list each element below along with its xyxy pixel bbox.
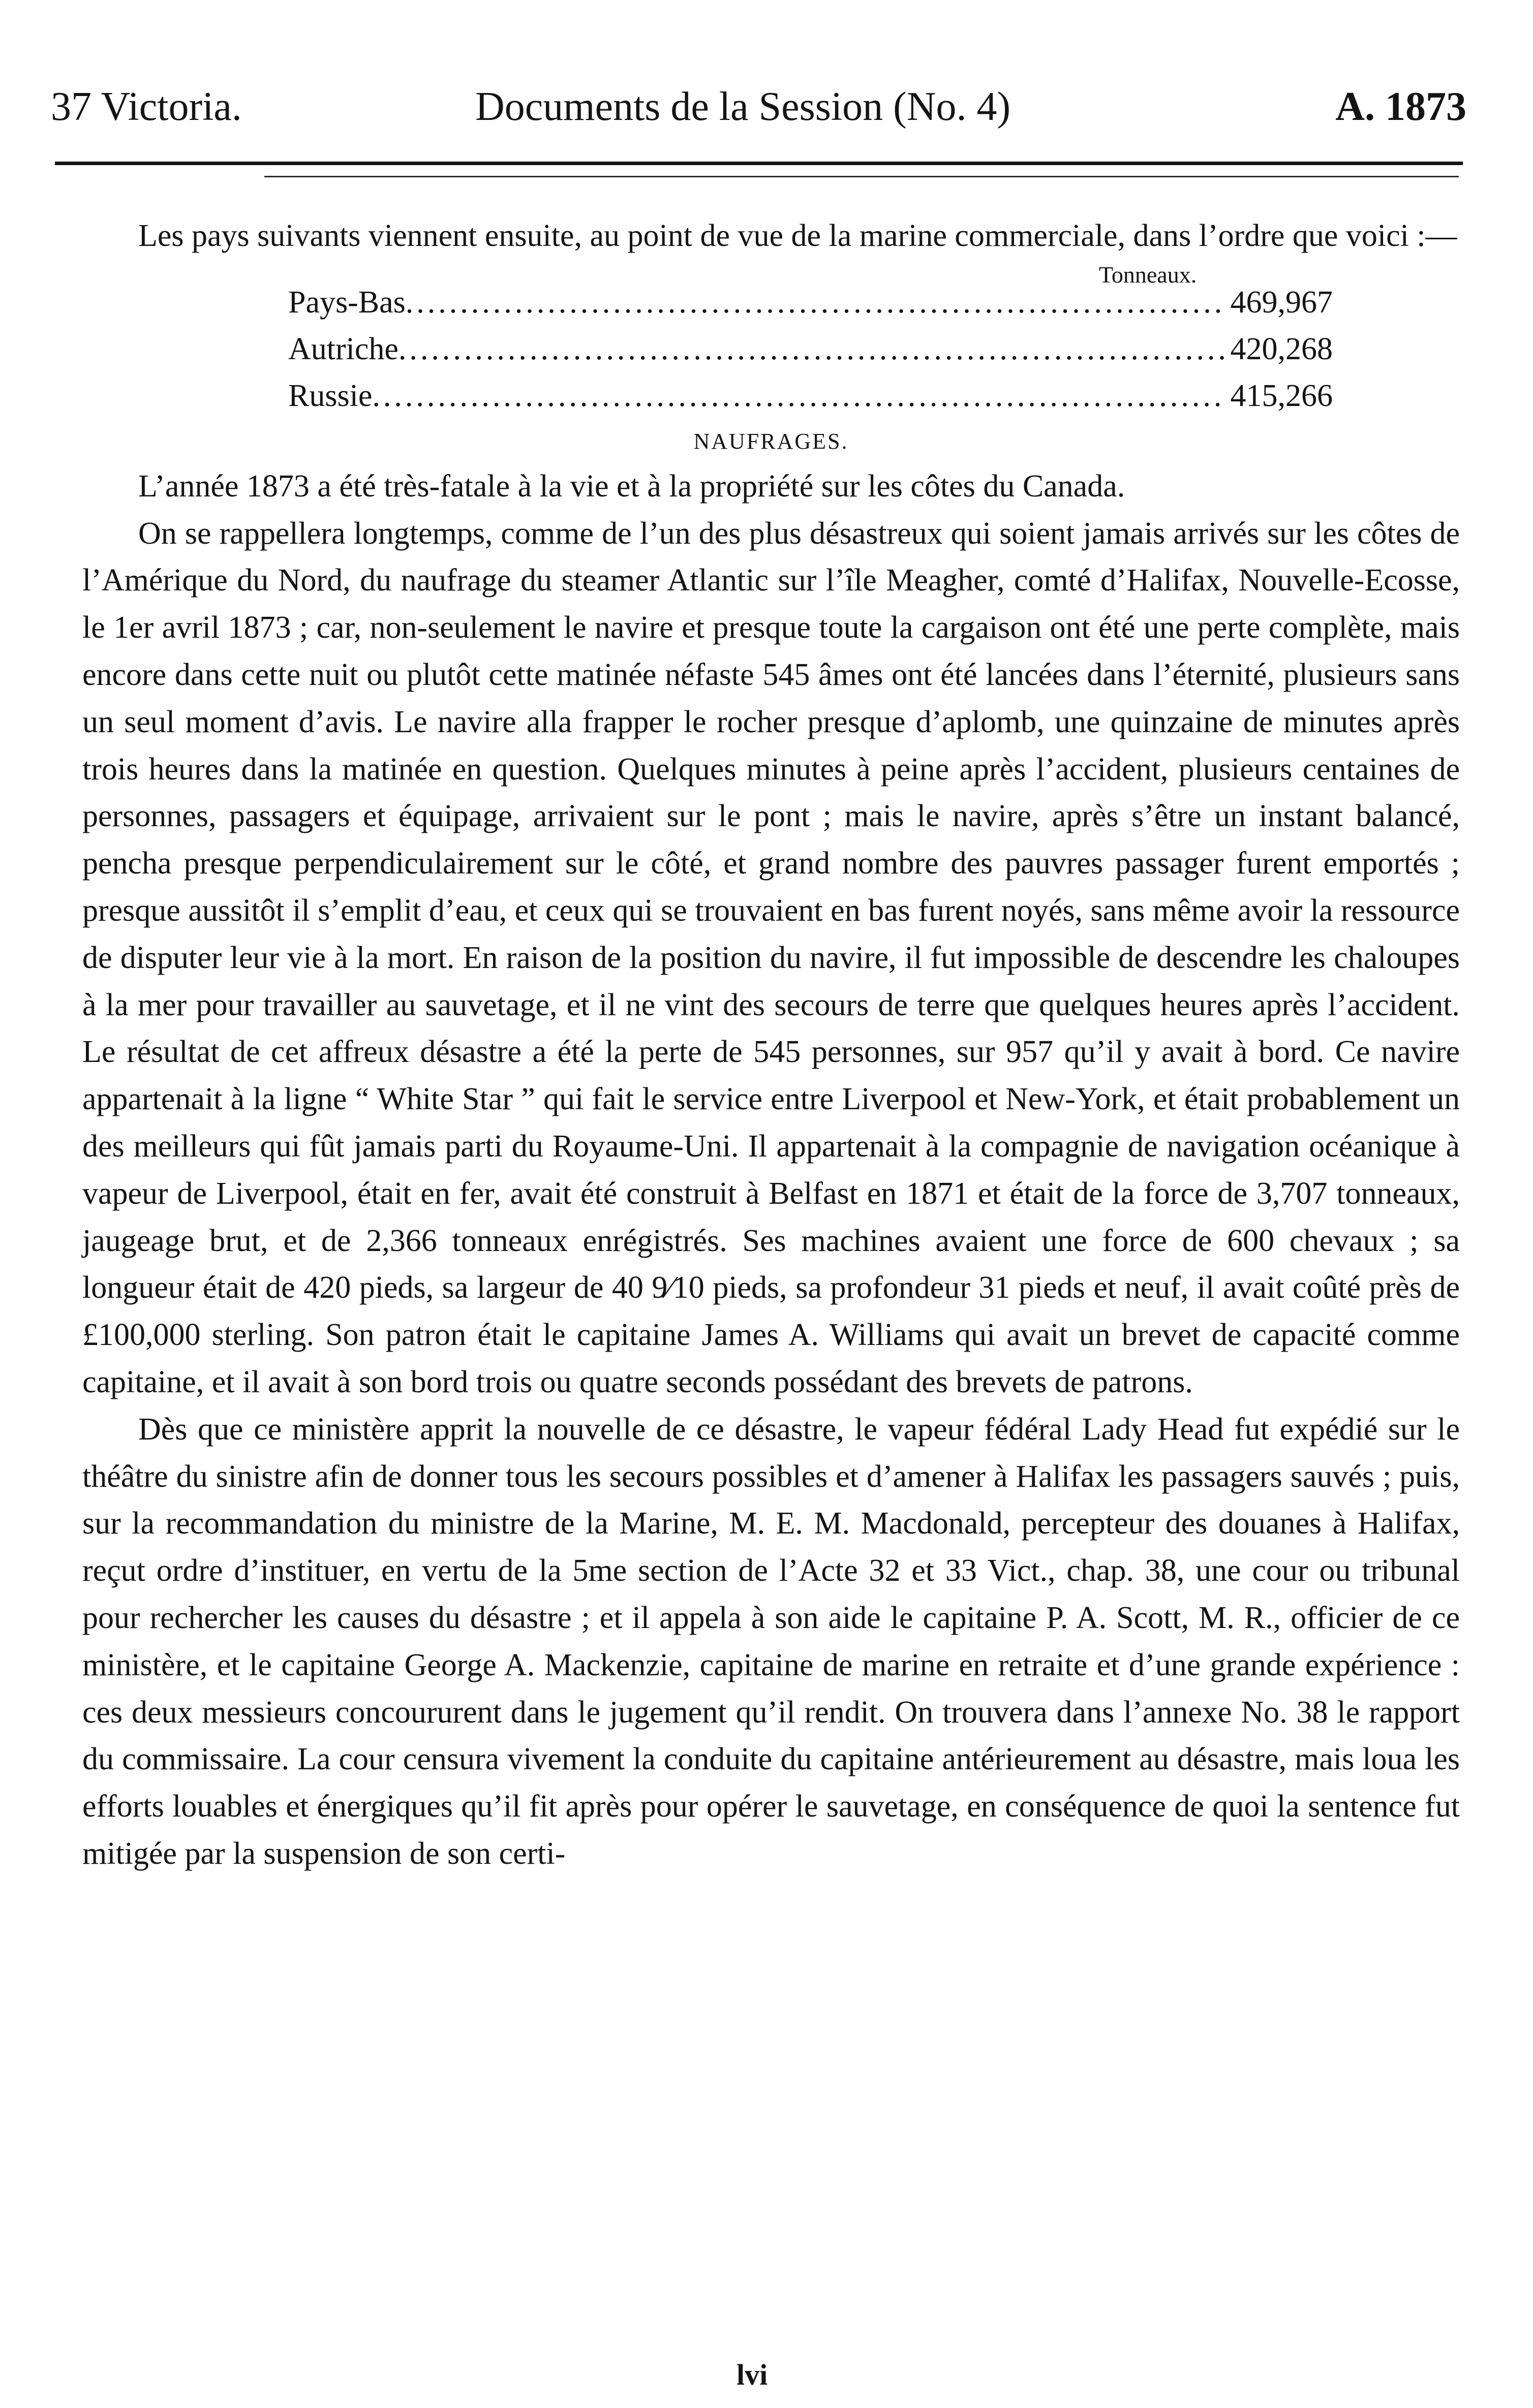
tonnage-value: 469,967 xyxy=(1230,285,1333,320)
header-title: Documents de la Session (No. 4) xyxy=(475,84,1011,129)
tonnage-country: Autriche xyxy=(288,331,398,366)
intro-paragraph: Les pays suivants viennent ensuite, au point de vue de la marine commerciale, dans l’ordre que voici :— xyxy=(138,218,1457,253)
body-paragraph: Dès que ce ministère apprit la nouvelle de ce désastre, le vapeur fédéral Lady Head fut expédié sur le théâtre du sinistre afin de donner tous les secours possibles et d’amener à Halifax les passagers sauvés ; puis, sur la recommandation du ministre de la Marine, M. E. M. Macdonald, percepteur des douanes à Halifax, reçut ordre d’instituer, en vertu de la 5me section de l’Acte 32 et 33 Vict., chap. 38, une cour ou tribunal pour rechercher les causes du désastre ; et il appela à son aide le capitaine P. A. Scott, M. R., officier de ce ministère, et le capitaine George A. Mackenzie, capitaine de marine en retraite et d’une grande expérience : ces deux messieurs concoururent dans le jugement qu’il rendit. On trouvera dans l’annexe No. 38 le rapport du commissaire. La cour censura vivement la conduite du capitaine antérieurement au désastre, mais loua les efforts louables et énergiques qu’il fit après pour opérer le sauvetage, en conséquence de quoi la sentence fut mitigée par la suspension de son certi- xyxy=(82,1412,1460,1871)
page-number: lvi xyxy=(737,2358,768,2391)
tonnage-unit-label: Tonneaux. xyxy=(1099,261,1197,288)
page-body xyxy=(82,212,1460,1878)
header-year: A. 1873 xyxy=(1335,84,1466,129)
header-volume: 37 Victoria. xyxy=(51,84,242,129)
tonnage-country: Pays-Bas xyxy=(288,285,406,320)
tonnage-value: 420,268 xyxy=(1230,331,1333,366)
dot-leader xyxy=(406,279,1225,326)
dot-leader xyxy=(398,326,1225,372)
page-header xyxy=(51,74,1466,140)
tonnage-row xyxy=(288,372,1333,419)
section-title: NAUFRAGES. xyxy=(693,428,849,454)
header-rule-thick xyxy=(55,162,1463,165)
body-paragraph: On se rappellera longtemps, comme de l’un des plus désastreux qui soient jamais arrivés sur les côtes de l’Amérique du Nord, du naufrage du steamer Atlantic sur l’île Meagher, comté d’Halifax, Nouvelle-Ecosse, le 1er avril 1873 ; car, non-seulement le navire et presque toute la cargaison ont été une perte complète, mais encore dans cette nuit ou plutôt cette matinée néfaste 545 âmes ont été lancées dans l’éternité, plusieurs sans un seul moment d’avis. Le navire alla frapper le rocher presque d’aplomb, une quinzaine de minutes après trois heures dans la matinée en question. Quelques minutes à peine après l’accident, plusieurs centaines de personnes, passagers et équipage, arrivaient sur le pont ; mais le navire, après s’être un instant balancé, pencha presque perpendiculairement sur le côté, et grand nombre des pauvres passager furent emportés ; presque aussitôt il s’emplit d’eau, et ceux qui se trouvaient en bas furent noyés, sans même avoir la ressource de disputer leur vie à la mort. En raison de la position du navire, il fut impossible de descendre les chaloupes à la mer pour travailler au sauvetage, et il ne vint des secours de terre que quelques heures après l’accident. Le résultat de cet affreux désastre a été la perte de 545 personnes, sur 957 qu’il y avait à bord. Ce navire appartenait à la ligne “ White Star ” qui fait le service entre Liverpool et New-York, et était probablement un des meilleurs qui fût jamais parti du Royaume-Uni. Il appartenait à la compagnie de navigation océanique à vapeur de Liverpool, était en fer, avait été construit à Belfast en 1871 et était de la force de 3,707 tonneaux, jaugeage brut, et de 2,366 tonneaux enrégistrés. Ses machines avaient une force de 600 chevaux ; sa longueur était de 420 pieds, sa largeur de 40 9⁄10 pieds, sa profondeur 31 pieds et neuf, il avait coûté près de £100,000 sterling. Son patron était le capitaine James A. Williams qui avait un brevet de capacité comme capitaine, et il avait à son bord trois ou quatre seconds possédant des brevets de patrons. xyxy=(82,516,1460,1399)
tonnage-country: Russie xyxy=(288,378,373,413)
body-paragraph: L’année 1873 a été très-fatale à la vie et à la propriété sur les côtes du Canada. xyxy=(138,468,1125,504)
dot-leader xyxy=(372,372,1225,419)
tonnage-value: 415,266 xyxy=(1230,378,1333,413)
header-rule-thin xyxy=(264,176,1459,177)
tonnage-row xyxy=(288,279,1333,326)
tonnage-list xyxy=(82,260,1460,417)
tonnage-row xyxy=(288,326,1333,372)
